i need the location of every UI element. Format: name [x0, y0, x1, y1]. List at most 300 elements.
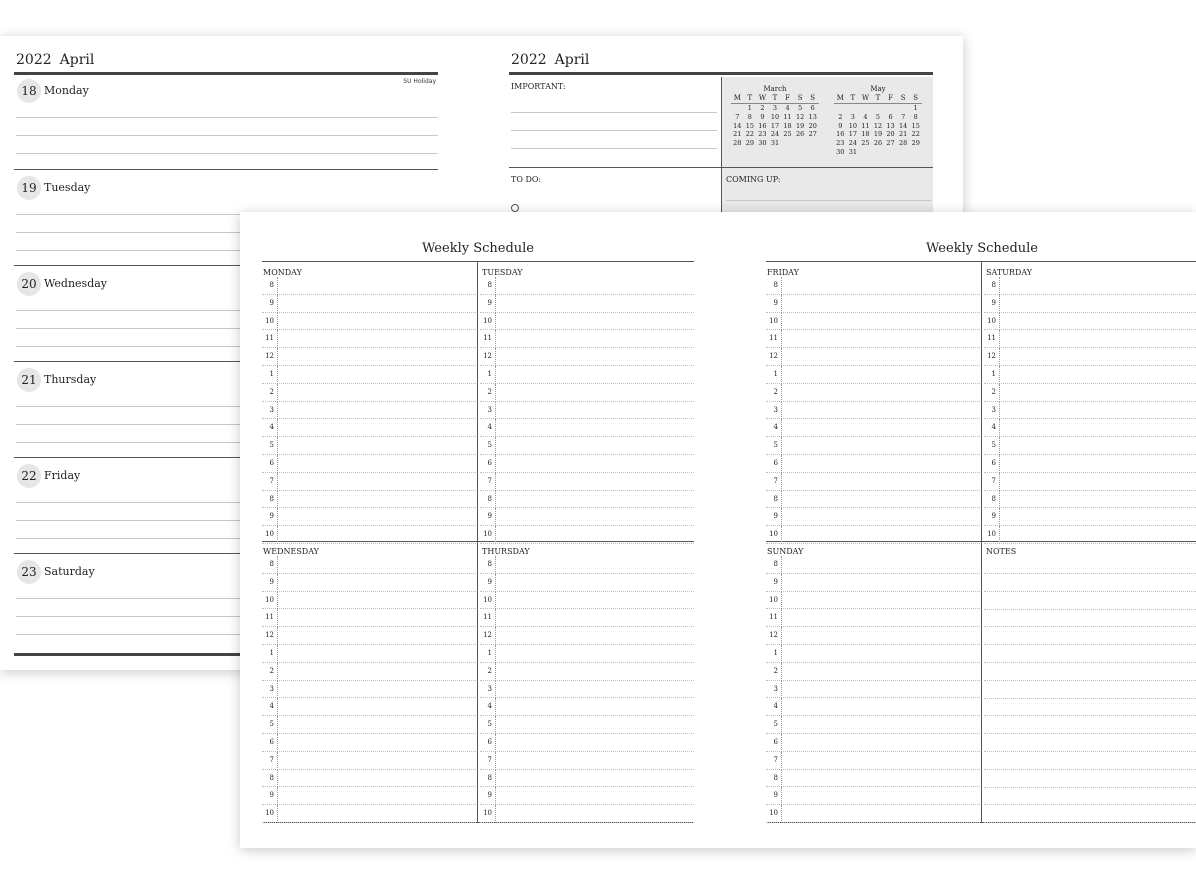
time-slot[interactable] — [480, 734, 694, 752]
hour-label: 3 — [766, 681, 782, 699]
hour-label: 5 — [766, 437, 782, 455]
calendar-day: 27 — [886, 139, 895, 148]
weekly-title-right: Weekly Schedule — [926, 241, 1038, 256]
day-number: 22 — [17, 464, 41, 488]
notes-line — [984, 644, 1196, 645]
writing-line — [16, 153, 438, 154]
hour-label: 9 — [480, 787, 496, 805]
day-name: Saturday — [44, 565, 95, 578]
calendar-day: 25 — [783, 130, 792, 139]
hour-label: 2 — [480, 384, 496, 402]
time-slot[interactable] — [984, 366, 1196, 384]
time-slot[interactable] — [262, 681, 476, 699]
calendar-day: 6 — [810, 104, 815, 112]
time-slot[interactable] — [480, 384, 694, 402]
hour-label: 10 — [766, 592, 782, 610]
notes-line — [984, 733, 1196, 734]
time-slot[interactable] — [262, 574, 476, 592]
weekly-title-left: Weekly Schedule — [422, 241, 534, 256]
time-slot[interactable] — [262, 663, 476, 681]
calendar-day: 7 — [901, 112, 906, 121]
calendar-day: 4 — [785, 104, 790, 112]
time-slot[interactable] — [766, 645, 980, 663]
day-name: Tuesday — [44, 181, 91, 194]
time-slot[interactable] — [766, 805, 980, 823]
hour-label: 8 — [766, 491, 782, 509]
hour-label: 6 — [984, 455, 1000, 473]
day-block — [14, 73, 438, 169]
time-slot[interactable] — [766, 366, 980, 384]
time-slot[interactable] — [262, 752, 476, 770]
time-slot[interactable] — [262, 473, 476, 491]
time-slot[interactable] — [262, 716, 476, 734]
hour-label: 11 — [984, 330, 1000, 348]
hour-label: 7 — [480, 752, 496, 770]
time-slot[interactable] — [262, 508, 476, 526]
weekday-label: T — [850, 94, 856, 102]
time-slot[interactable] — [262, 313, 476, 331]
hour-label: 10 — [984, 526, 1000, 544]
hour-label: 2 — [984, 384, 1000, 402]
time-slot[interactable] — [262, 805, 476, 823]
time-slot[interactable] — [766, 313, 980, 331]
important-label: IMPORTANT: — [511, 82, 566, 91]
weekday-label: M — [733, 94, 741, 102]
day-number: 21 — [17, 368, 41, 392]
time-slot[interactable] — [984, 455, 1196, 473]
mini-calendar-may — [834, 85, 922, 157]
time-slot[interactable] — [766, 295, 980, 313]
hour-label: 12 — [262, 627, 278, 645]
notes-label: NOTES — [986, 547, 1017, 556]
time-slot[interactable] — [766, 716, 980, 734]
time-slot[interactable] — [262, 592, 476, 610]
time-slot[interactable] — [766, 526, 980, 544]
mini-calendar-weekdays — [834, 94, 922, 104]
time-slot[interactable] — [766, 330, 980, 348]
calendar-day: 25 — [861, 139, 870, 148]
notes-line — [984, 698, 1196, 699]
hour-label: 11 — [262, 609, 278, 627]
time-slot[interactable] — [984, 526, 1196, 544]
time-slot[interactable] — [766, 681, 980, 699]
hour-label: 1 — [766, 366, 782, 384]
weekday-label: T — [747, 94, 753, 102]
time-slot[interactable] — [480, 752, 694, 770]
calendar-day — [884, 104, 897, 113]
hour-label: 10 — [480, 526, 496, 544]
calendar-day: 5 — [875, 112, 881, 121]
time-slot[interactable] — [480, 787, 694, 805]
notes-line — [984, 680, 1196, 681]
time-slot[interactable] — [984, 508, 1196, 526]
calendar-day: 26 — [795, 130, 805, 139]
time-slot[interactable] — [766, 437, 980, 455]
time-slot[interactable] — [480, 348, 694, 366]
important-line — [511, 148, 717, 149]
day-label-sunday: SUNDAY — [767, 547, 804, 556]
hour-label: 9 — [766, 574, 782, 592]
notes-line — [984, 769, 1196, 770]
time-slot[interactable] — [480, 681, 694, 699]
mini-calendar-title: March — [763, 85, 787, 93]
time-slot[interactable] — [766, 663, 980, 681]
time-slot[interactable] — [480, 805, 694, 823]
time-slot[interactable] — [262, 627, 476, 645]
time-slot[interactable] — [480, 526, 694, 544]
calendar-day: 13 — [886, 121, 895, 130]
calendar-day: 9 — [760, 112, 765, 121]
time-slot[interactable] — [984, 348, 1196, 366]
notes-line — [984, 715, 1196, 716]
hour-label: 9 — [766, 295, 782, 313]
time-slot[interactable] — [262, 330, 476, 348]
hour-label: 1 — [480, 366, 496, 384]
time-slot[interactable] — [480, 592, 694, 610]
time-slot[interactable] — [262, 419, 476, 437]
todo-checkbox[interactable] — [511, 204, 519, 212]
calendar-day: 10 — [770, 112, 780, 121]
important-line — [511, 130, 717, 131]
mini-calendar-title: May — [870, 85, 886, 93]
time-slot[interactable] — [766, 698, 980, 716]
time-slot[interactable] — [984, 313, 1196, 331]
hour-label: 4 — [766, 698, 782, 716]
notes-line — [984, 787, 1196, 788]
hour-label: 6 — [480, 455, 496, 473]
calendar-day — [872, 104, 885, 113]
time-slot[interactable] — [984, 277, 1196, 295]
hour-label: 8 — [480, 556, 496, 574]
time-slot[interactable] — [766, 574, 980, 592]
time-slot[interactable] — [480, 698, 694, 716]
writing-line — [16, 135, 438, 136]
time-slot[interactable] — [262, 609, 476, 627]
day-name: Friday — [44, 469, 81, 482]
calendar-day: 1 — [747, 104, 752, 112]
time-slot[interactable] — [480, 419, 694, 437]
weekday-label: W — [861, 94, 870, 102]
hour-label: 3 — [984, 402, 1000, 420]
time-slot[interactable] — [262, 698, 476, 716]
notes-line — [984, 609, 1196, 610]
time-slot[interactable] — [262, 437, 476, 455]
day-name: Thursday — [44, 373, 97, 386]
calendar-day: 11 — [783, 112, 792, 121]
weekday-label: F — [785, 94, 790, 102]
calendar-day: 9 — [838, 121, 843, 130]
calendar-day: 21 — [733, 130, 742, 139]
time-slot[interactable] — [262, 787, 476, 805]
time-slot[interactable] — [984, 491, 1196, 509]
time-slot[interactable] — [984, 419, 1196, 437]
time-slot[interactable] — [262, 402, 476, 420]
daily-page-header — [16, 52, 94, 68]
hour-label: 12 — [480, 348, 496, 366]
hour-label: 9 — [984, 508, 1000, 526]
hour-label: 9 — [984, 295, 1000, 313]
calendar-day: 5 — [798, 104, 803, 112]
hour-label: 7 — [480, 473, 496, 491]
hour-label: 10 — [262, 526, 278, 544]
time-slot[interactable] — [480, 402, 694, 420]
time-slot[interactable] — [480, 277, 694, 295]
overview-header-rule — [509, 72, 933, 75]
mini-calendar-march — [731, 85, 819, 148]
calendar-day: 17 — [848, 130, 857, 139]
time-slot[interactable] — [262, 770, 476, 788]
writing-line — [16, 117, 438, 118]
calendar-day: 21 — [898, 130, 908, 139]
calendar-day: 30 — [758, 139, 767, 148]
time-slot[interactable] — [262, 556, 476, 574]
calendar-day: 12 — [795, 112, 805, 121]
time-slot[interactable] — [984, 402, 1196, 420]
time-slot[interactable] — [480, 609, 694, 627]
hour-label: 9 — [480, 574, 496, 592]
weekday-label: S — [900, 94, 906, 102]
hour-label: 8 — [766, 277, 782, 295]
time-slot[interactable] — [262, 645, 476, 663]
time-slot[interactable] — [480, 556, 694, 574]
time-slot[interactable] — [766, 491, 980, 509]
day-label-tuesday: TUESDAY — [482, 268, 523, 277]
time-slot[interactable] — [766, 752, 980, 770]
calendar-day: 2 — [760, 104, 765, 112]
time-slot[interactable] — [984, 384, 1196, 402]
weekday-label: S — [810, 94, 816, 102]
hour-label: 8 — [262, 556, 278, 574]
hour-label: 3 — [262, 681, 278, 699]
hour-label: 5 — [766, 716, 782, 734]
hour-label: 6 — [766, 455, 782, 473]
calendar-day: 19 — [873, 130, 883, 139]
time-slot[interactable] — [262, 384, 476, 402]
hour-label: 10 — [480, 313, 496, 331]
time-slot[interactable] — [480, 455, 694, 473]
time-slot[interactable] — [766, 556, 980, 574]
calendar-day: 20 — [886, 130, 895, 139]
hour-label: 3 — [262, 402, 278, 420]
time-slot[interactable] — [480, 330, 694, 348]
hour-label: 11 — [766, 609, 782, 627]
time-slot[interactable] — [480, 645, 694, 663]
hour-label: 2 — [262, 384, 278, 402]
hour-label: 7 — [262, 752, 278, 770]
hour-label: 1 — [766, 645, 782, 663]
calendar-day: 3 — [772, 104, 778, 112]
time-slot[interactable] — [984, 330, 1196, 348]
hour-label: 1 — [262, 645, 278, 663]
time-slot[interactable] — [262, 526, 476, 544]
day-label-monday: MONDAY — [263, 268, 302, 277]
time-slot[interactable] — [480, 508, 694, 526]
hour-label: 5 — [262, 716, 278, 734]
calendar-day: 7 — [735, 112, 740, 121]
hour-label: 6 — [262, 455, 278, 473]
notes-line — [984, 822, 1196, 823]
time-slot[interactable] — [766, 734, 980, 752]
weekday-label: W — [758, 94, 767, 102]
calendar-day: 24 — [848, 139, 857, 148]
hour-label: 9 — [262, 787, 278, 805]
hour-label: 3 — [480, 681, 496, 699]
time-slot[interactable] — [262, 455, 476, 473]
notes-line — [984, 662, 1196, 663]
weekly-title-rule — [262, 261, 694, 262]
notes-line — [984, 591, 1196, 592]
time-slot[interactable] — [766, 508, 980, 526]
time-slot[interactable] — [480, 473, 694, 491]
time-slot[interactable] — [766, 770, 980, 788]
time-slot[interactable] — [262, 366, 476, 384]
calendar-day: 19 — [795, 121, 805, 130]
time-slot[interactable] — [766, 384, 980, 402]
calendar-day: 1 — [913, 104, 918, 112]
hour-label: 3 — [766, 402, 782, 420]
calendar-day: 30 — [836, 147, 845, 156]
hour-label: 8 — [480, 277, 496, 295]
weekly-schedule-sheet — [240, 212, 1196, 848]
time-slot[interactable] — [766, 277, 980, 295]
notes-line — [984, 804, 1196, 805]
calendar-day: 22 — [911, 130, 920, 139]
hour-label: 9 — [262, 295, 278, 313]
weekday-label: S — [913, 94, 919, 102]
hour-label: 6 — [766, 734, 782, 752]
hour-label: 11 — [262, 330, 278, 348]
calendar-day: 23 — [758, 130, 767, 139]
coming-up-line — [726, 200, 931, 201]
time-slot[interactable] — [262, 348, 476, 366]
hour-label: 8 — [262, 491, 278, 509]
time-slot[interactable] — [984, 437, 1196, 455]
calendar-day: 14 — [733, 121, 742, 130]
calendar-day: 14 — [898, 121, 908, 130]
hour-label: 4 — [262, 419, 278, 437]
calendar-day: 31 — [848, 147, 857, 156]
time-slot[interactable] — [766, 473, 980, 491]
calendar-day: 27 — [808, 130, 817, 139]
hour-label: 1 — [984, 366, 1000, 384]
hour-label: 8 — [262, 770, 278, 788]
notes-line — [984, 626, 1196, 627]
hour-label: 12 — [984, 348, 1000, 366]
hour-label: 9 — [480, 508, 496, 526]
calendar-day: 12 — [873, 121, 883, 130]
hour-label: 2 — [766, 663, 782, 681]
calendar-day — [847, 104, 860, 113]
hour-label: 2 — [262, 663, 278, 681]
hour-label: 10 — [262, 805, 278, 823]
calendar-day: 28 — [733, 139, 742, 148]
hour-label: 10 — [766, 313, 782, 331]
time-slot[interactable] — [766, 419, 980, 437]
overview-month: April — [554, 52, 590, 68]
weekday-label: S — [797, 94, 803, 102]
hour-label: 10 — [262, 313, 278, 331]
hour-label: 9 — [480, 295, 496, 313]
time-slot[interactable] — [766, 348, 980, 366]
hour-label: 7 — [262, 473, 278, 491]
time-slot[interactable] — [480, 770, 694, 788]
time-slot[interactable] — [480, 574, 694, 592]
calendar-day: 18 — [861, 130, 870, 139]
time-slot[interactable] — [262, 277, 476, 295]
hour-label: 4 — [766, 419, 782, 437]
calendar-day: 4 — [863, 112, 868, 121]
important-line — [511, 112, 717, 113]
calendar-day: 3 — [850, 112, 855, 121]
calendar-day: 18 — [783, 121, 792, 130]
hour-label: 4 — [262, 698, 278, 716]
time-slot[interactable] — [262, 734, 476, 752]
calendar-day: 10 — [848, 121, 857, 130]
time-slot[interactable] — [766, 455, 980, 473]
calendar-day: 16 — [836, 130, 845, 139]
hour-label: 4 — [984, 419, 1000, 437]
mini-calendar-days — [834, 104, 922, 157]
time-slot[interactable] — [766, 627, 980, 645]
time-slot[interactable] — [262, 295, 476, 313]
weekday-label: F — [888, 94, 893, 102]
calendar-day — [859, 104, 872, 113]
hour-label: 10 — [984, 313, 1000, 331]
calendar-day: 31 — [770, 139, 780, 148]
time-slot[interactable] — [480, 716, 694, 734]
day-note: SU Holiday — [403, 78, 436, 85]
day-label-wednesday: WEDNESDAY — [263, 547, 319, 556]
time-slot[interactable] — [480, 663, 694, 681]
calendar-day: 13 — [808, 112, 817, 121]
weekday-label: T — [875, 94, 881, 102]
time-slot[interactable] — [262, 491, 476, 509]
hour-label: 8 — [262, 277, 278, 295]
calendar-day — [731, 104, 744, 113]
hour-label: 12 — [766, 627, 782, 645]
hour-label: 8 — [984, 277, 1000, 295]
hour-label: 10 — [766, 805, 782, 823]
hour-label: 3 — [480, 402, 496, 420]
calendar-day: 6 — [888, 112, 893, 121]
time-slot[interactable] — [984, 295, 1196, 313]
time-slot[interactable] — [480, 491, 694, 509]
time-slot[interactable] — [480, 366, 694, 384]
time-slot[interactable] — [766, 592, 980, 610]
mini-calendar-days — [731, 104, 819, 148]
time-slot[interactable] — [766, 402, 980, 420]
hour-label: 4 — [480, 419, 496, 437]
time-slot[interactable] — [766, 609, 980, 627]
hour-label: 1 — [480, 645, 496, 663]
calendar-day — [897, 104, 910, 113]
time-slot[interactable] — [766, 787, 980, 805]
hour-label: 12 — [480, 627, 496, 645]
time-slot[interactable] — [480, 295, 694, 313]
calendar-day: 15 — [745, 121, 754, 130]
day-label-saturday: SATURDAY — [986, 268, 1033, 277]
time-slot[interactable] — [480, 437, 694, 455]
calendar-day: 17 — [770, 121, 780, 130]
hour-label: 9 — [766, 787, 782, 805]
hour-label: 9 — [262, 508, 278, 526]
time-slot[interactable] — [480, 627, 694, 645]
time-slot[interactable] — [984, 473, 1196, 491]
coming-up-label: COMING UP: — [726, 175, 781, 184]
day-number: 20 — [17, 272, 41, 296]
hour-label: 7 — [766, 473, 782, 491]
time-slot[interactable] — [480, 313, 694, 331]
